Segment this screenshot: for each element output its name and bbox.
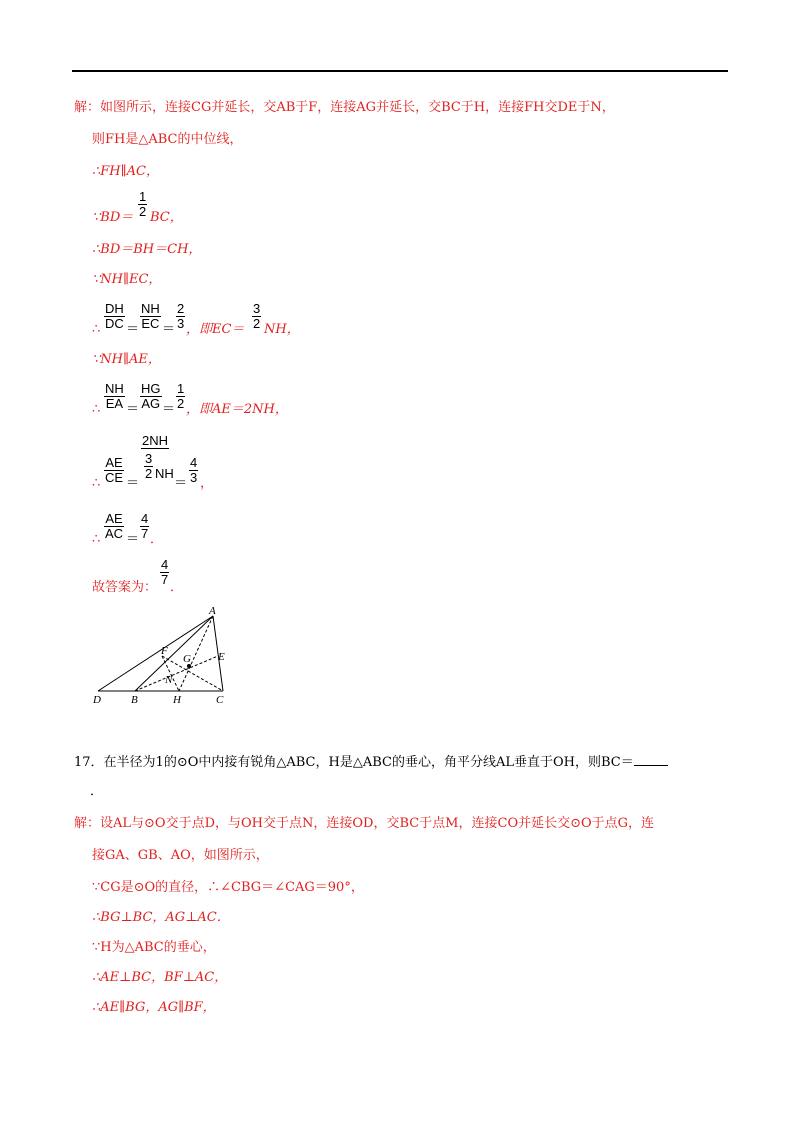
eq-sign: ＝ — [126, 402, 140, 417]
frac-one-half: $\frac{1}{2}$ — [139, 189, 147, 219]
frac-nh-ec: $\frac{NH}{EC}$ — [141, 301, 160, 331]
sol16-line6: ∵NH∥EC， — [92, 272, 162, 287]
sol16-line7d: ，即EC＝ — [186, 322, 245, 337]
frac-three-halves: $\frac{3}{2}$ — [253, 301, 261, 331]
frac-ae-ac: $\frac{AE}{AC}$ — [105, 511, 124, 541]
sol16-line11a: ∴ — [92, 532, 101, 547]
sol16-line9d: ，即AE＝2NH， — [186, 402, 288, 417]
label-d: D — [93, 694, 101, 706]
sol17-line1: 解：设AL与⊙O交于点D，与OH交于点N，连接OD，交BC于点M，连接CO并延长交⊙O于点G，连 — [74, 816, 655, 831]
sol16-line2: 则FH是△ABC的中位线， — [92, 132, 243, 147]
label-a: A — [209, 605, 216, 617]
eq-sign: ＝ — [126, 322, 140, 337]
sol16-line9a: ∴ — [92, 402, 101, 417]
header-rule — [72, 70, 728, 72]
eq-sign: ＝ — [174, 476, 188, 491]
sol16-line5: ∴BD＝BH＝CH， — [92, 242, 202, 257]
triangle-figure — [88, 604, 238, 708]
eq-sign: ＝ — [126, 476, 140, 491]
frac-hg-ag: $\frac{HG}{AG}$ — [141, 381, 161, 411]
label-h: H — [173, 694, 181, 706]
frac-one-half-2: $\frac{1}{2}$ — [177, 381, 185, 411]
sol17-line5: ∵H为△ABC的垂心， — [92, 940, 216, 955]
sol16-line10e: ， — [200, 476, 214, 491]
sol17-line7: ∴AE∥BG，AG∥BF， — [92, 1000, 216, 1015]
sol16-line3: ∴FH∥AC， — [92, 164, 159, 179]
sol16-line11c: ． — [150, 532, 164, 547]
label-n: N — [165, 674, 173, 686]
answer-period: ． — [170, 580, 184, 595]
sol16-line7a: ∴ — [92, 322, 101, 337]
label-e: E — [218, 651, 225, 663]
sol17-line3: ∵CG是⊙O的直径，∴∠CBG＝∠CAG＝90°， — [92, 880, 364, 895]
q17-text: 17．在半径为1的⊙O中内接有锐角△ABC，H是△ABC的垂心，角平分线AL垂直于OH，则BC＝ — [74, 752, 668, 771]
answer-frac: $\frac{4}{7}$ — [161, 557, 169, 587]
sol17-line4: ∴BG⊥BC，AG⊥AC． — [92, 910, 230, 925]
answer-blank — [634, 752, 668, 766]
label-g: G — [183, 653, 191, 665]
label-c: C — [216, 694, 224, 706]
eq-sign: ＝ — [162, 322, 176, 337]
q17-dot: ． — [90, 784, 104, 799]
frac-two-thirds: $\frac{2}{3}$ — [177, 301, 185, 331]
frac-four-sevenths: $\frac{4}{7}$ — [141, 511, 149, 541]
sol17-line6: ∴AE⊥BC，BF⊥AC， — [92, 970, 228, 985]
frac-ae-ce: $\frac{AE}{CE}$ — [105, 455, 124, 485]
sol16-line10a: ∴ — [92, 476, 101, 491]
eq-sign: ＝ — [162, 402, 176, 417]
sol17-line2: 接GA、GB、AO，如图所示， — [92, 848, 269, 863]
label-b: B — [131, 694, 138, 706]
label-f: F — [161, 645, 168, 657]
sol16-line7e: NH， — [264, 322, 300, 337]
sol16-line4b: BC， — [150, 210, 183, 225]
nh-text: NH — [155, 466, 174, 481]
frac-dh-dc: $\frac{DH}{DC}$ — [105, 301, 124, 331]
frac-nh-ea: $\frac{NH}{EA}$ — [105, 381, 124, 411]
frac-three-halves-2: $\frac{3}{2}$ — [145, 451, 153, 481]
sol16-line4a: ∵BD＝ — [92, 210, 134, 225]
sol16-line8: ∵NH∥AE， — [92, 352, 161, 367]
frac-2nh-top: 2NH — [142, 433, 169, 448]
answer-label: 故答案为： — [92, 580, 158, 595]
frac-four-thirds: $\frac{4}{3}$ — [190, 455, 198, 485]
sol16-line1: 解：如图所示，连接CG并延长，交AB于F，连接AG并延长，交BC于H，连接FH交DE于N， — [74, 100, 615, 115]
eq-sign: ＝ — [126, 532, 140, 547]
